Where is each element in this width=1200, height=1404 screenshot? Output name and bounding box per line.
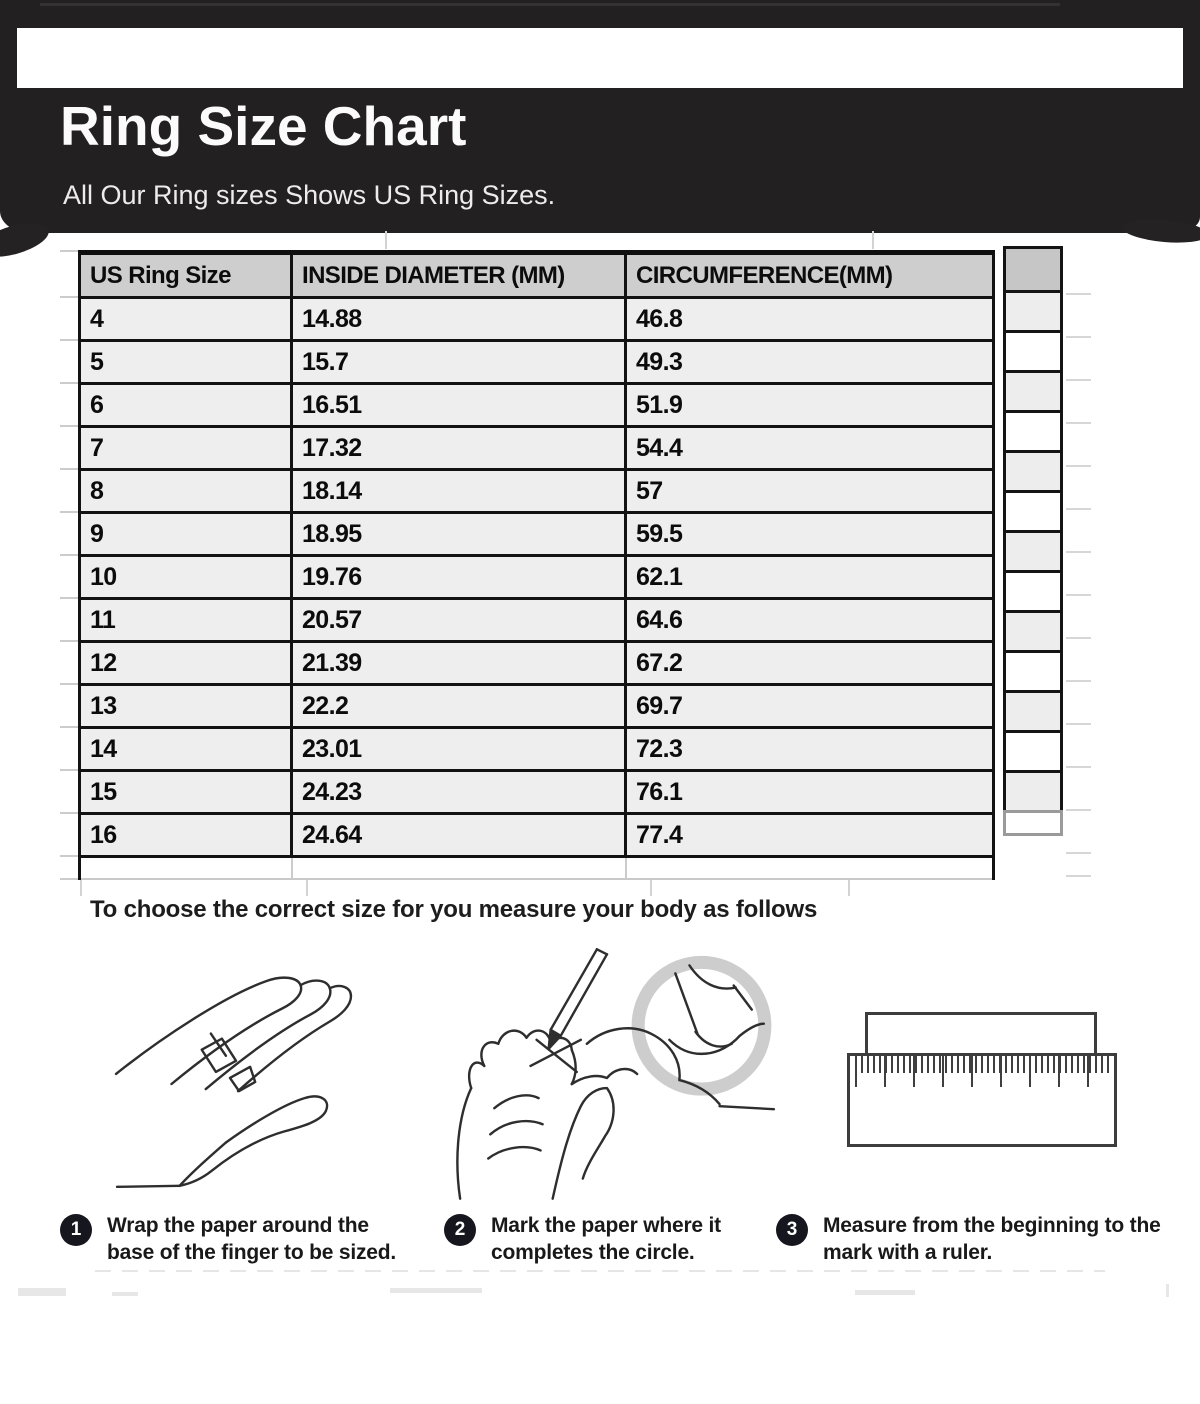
table-cell: 59.5 [627, 514, 992, 557]
grid-cell [1003, 370, 1063, 413]
grid-tick [1066, 637, 1091, 639]
grid-tick [1066, 723, 1091, 725]
table-cell: 77.4 [627, 815, 992, 858]
grid-tick [1066, 875, 1091, 877]
grid-cell [1003, 490, 1063, 533]
table-cell: 18.95 [293, 514, 627, 557]
grid-cell [1003, 450, 1063, 493]
table-cell: 7 [81, 428, 293, 471]
grid-cell [1003, 530, 1063, 573]
table-cell: 20.57 [293, 600, 627, 643]
table-cell: 62.1 [627, 557, 992, 600]
table-cell: 24.23 [293, 772, 627, 815]
grid-cell [1003, 810, 1063, 836]
table-row [81, 643, 992, 686]
empty-cell [81, 858, 293, 880]
grid-tick [1066, 465, 1091, 467]
table-cell: 4 [81, 299, 293, 342]
scan-artifact [855, 1290, 915, 1295]
table-cell: 16 [81, 815, 293, 858]
table-row [81, 299, 992, 342]
table-cell: 17.32 [293, 428, 627, 471]
step-item [60, 1212, 400, 1267]
step-number-badge: 2 [444, 1214, 476, 1246]
grid-tick [872, 231, 874, 249]
grid-tick [60, 511, 78, 513]
grid-tick [1066, 852, 1091, 854]
grid-tick [60, 878, 78, 880]
table-row [81, 342, 992, 385]
grid-cell [1003, 410, 1063, 453]
grid-tick [60, 726, 78, 728]
step-text: Mark the paper where it completes the circle. [491, 1214, 721, 1265]
step-item [444, 1212, 754, 1267]
extra-grid-column [1003, 246, 1063, 836]
table-cell: 49.3 [627, 342, 992, 385]
step-item [776, 1212, 1168, 1267]
grid-tick [60, 812, 78, 814]
table-cell: 13 [81, 686, 293, 729]
paper-strip [865, 1012, 1097, 1056]
table-row [81, 686, 992, 729]
grid-tick [60, 597, 78, 599]
grid-tick [1066, 809, 1091, 811]
table-body [81, 299, 992, 858]
table-footer-empty-row [81, 858, 992, 880]
grid-tick [60, 250, 78, 252]
step-number-badge: 1 [60, 1214, 92, 1246]
table-cell: 76.1 [627, 772, 992, 815]
ruler [847, 1053, 1117, 1147]
table-cell: 5 [81, 342, 293, 385]
table-row [81, 729, 992, 772]
mark-paper-pencil-illustration [438, 945, 790, 1202]
table-row [81, 815, 992, 858]
hero-top-line [40, 3, 1060, 6]
table-cell: 51.9 [627, 385, 992, 428]
grid-cell [1003, 730, 1063, 773]
grid-tick [1066, 293, 1091, 295]
grid-tick [60, 769, 78, 771]
hand-paper-strip-illustration [113, 973, 355, 1195]
table-cell: 24.64 [293, 815, 627, 858]
scan-artifact [390, 1288, 482, 1293]
step-text: Wrap the paper around the base of the finger to be sized. [107, 1214, 397, 1265]
table-cell: 9 [81, 514, 293, 557]
table-cell: 6 [81, 385, 293, 428]
measure-instructions-heading: To choose the correct size for you measure your body as follows [90, 896, 818, 923]
table-cell: 22.2 [293, 686, 627, 729]
grid-cell [1003, 290, 1063, 333]
grid-cell [1003, 690, 1063, 733]
ring-size-table [78, 250, 995, 880]
table-cell: 12 [81, 643, 293, 686]
grid-tick [1066, 766, 1091, 768]
table-row [81, 557, 992, 600]
ruler-illustration [845, 1008, 1120, 1150]
grid-tick [385, 231, 387, 249]
grid-tick [60, 296, 78, 298]
table-cell: 54.4 [627, 428, 992, 471]
table-cell: 10 [81, 557, 293, 600]
scan-artifact [18, 1288, 66, 1296]
grid-tick [1066, 594, 1091, 596]
table-cell: 14 [81, 729, 293, 772]
table-cell: 11 [81, 600, 293, 643]
table-cell: 19.76 [293, 557, 627, 600]
table-row [81, 600, 992, 643]
table-row [81, 471, 992, 514]
column-header: CIRCUMFERENCE(MM) [627, 255, 992, 299]
table-row [81, 772, 992, 815]
table-cell: 15.7 [293, 342, 627, 385]
grid-tick [1066, 379, 1091, 381]
grid-tick [306, 880, 308, 896]
grid-tick [1066, 336, 1091, 338]
grid-tick [60, 554, 78, 556]
table-row [81, 385, 992, 428]
column-header: US Ring Size [81, 255, 293, 299]
scan-artifact [95, 1270, 1105, 1272]
table-cell: 15 [81, 772, 293, 815]
step-text: Measure from the beginning to the mark with a ruler. [823, 1214, 1161, 1265]
grid-tick [650, 880, 652, 896]
grid-tick [1066, 680, 1091, 682]
grid-tick [1066, 422, 1091, 424]
table-cell: 21.39 [293, 643, 627, 686]
grid-tick [1066, 551, 1091, 553]
step-number-badge: 3 [776, 1214, 808, 1246]
grid-cell [1003, 610, 1063, 653]
page-subtitle: All Our Ring sizes Shows US Ring Sizes. [63, 180, 556, 210]
table-cell: 18.14 [293, 471, 627, 514]
hero-section [0, 0, 1200, 233]
empty-cell [293, 858, 627, 880]
grid-cell [1003, 246, 1063, 293]
grid-tick [80, 880, 82, 896]
grid-cell [1003, 330, 1063, 373]
grid-cell [1003, 650, 1063, 693]
grid-tick [60, 683, 78, 685]
table-cell: 69.7 [627, 686, 992, 729]
ruler-major-ticks [855, 1056, 1109, 1087]
page-title: Ring Size Chart [60, 95, 467, 157]
table-row [81, 514, 992, 557]
table-cell: 8 [81, 471, 293, 514]
table-cell: 67.2 [627, 643, 992, 686]
grid-cell [1003, 770, 1063, 813]
column-header: INSIDE DIAMETER (MM) [293, 255, 627, 299]
empty-cell [627, 858, 992, 880]
grid-tick [60, 640, 78, 642]
table-cell: 72.3 [627, 729, 992, 772]
grid-tick [848, 880, 850, 896]
table-cell: 23.01 [293, 729, 627, 772]
table-cell: 46.8 [627, 299, 992, 342]
grid-tick [60, 425, 78, 427]
grid-cell [1003, 570, 1063, 613]
hero-white-band [17, 28, 1183, 88]
table-header-row [81, 255, 992, 299]
grid-tick [60, 339, 78, 341]
table-cell: 64.6 [627, 600, 992, 643]
scan-artifact [1166, 1284, 1169, 1297]
table-cell: 16.51 [293, 385, 627, 428]
table-cell: 57 [627, 471, 992, 514]
table-cell: 14.88 [293, 299, 627, 342]
scan-artifact [112, 1292, 138, 1296]
grid-tick [1066, 508, 1091, 510]
grid-tick [60, 382, 78, 384]
grid-tick [60, 468, 78, 470]
grid-tick [60, 855, 78, 857]
table-row [81, 428, 992, 471]
